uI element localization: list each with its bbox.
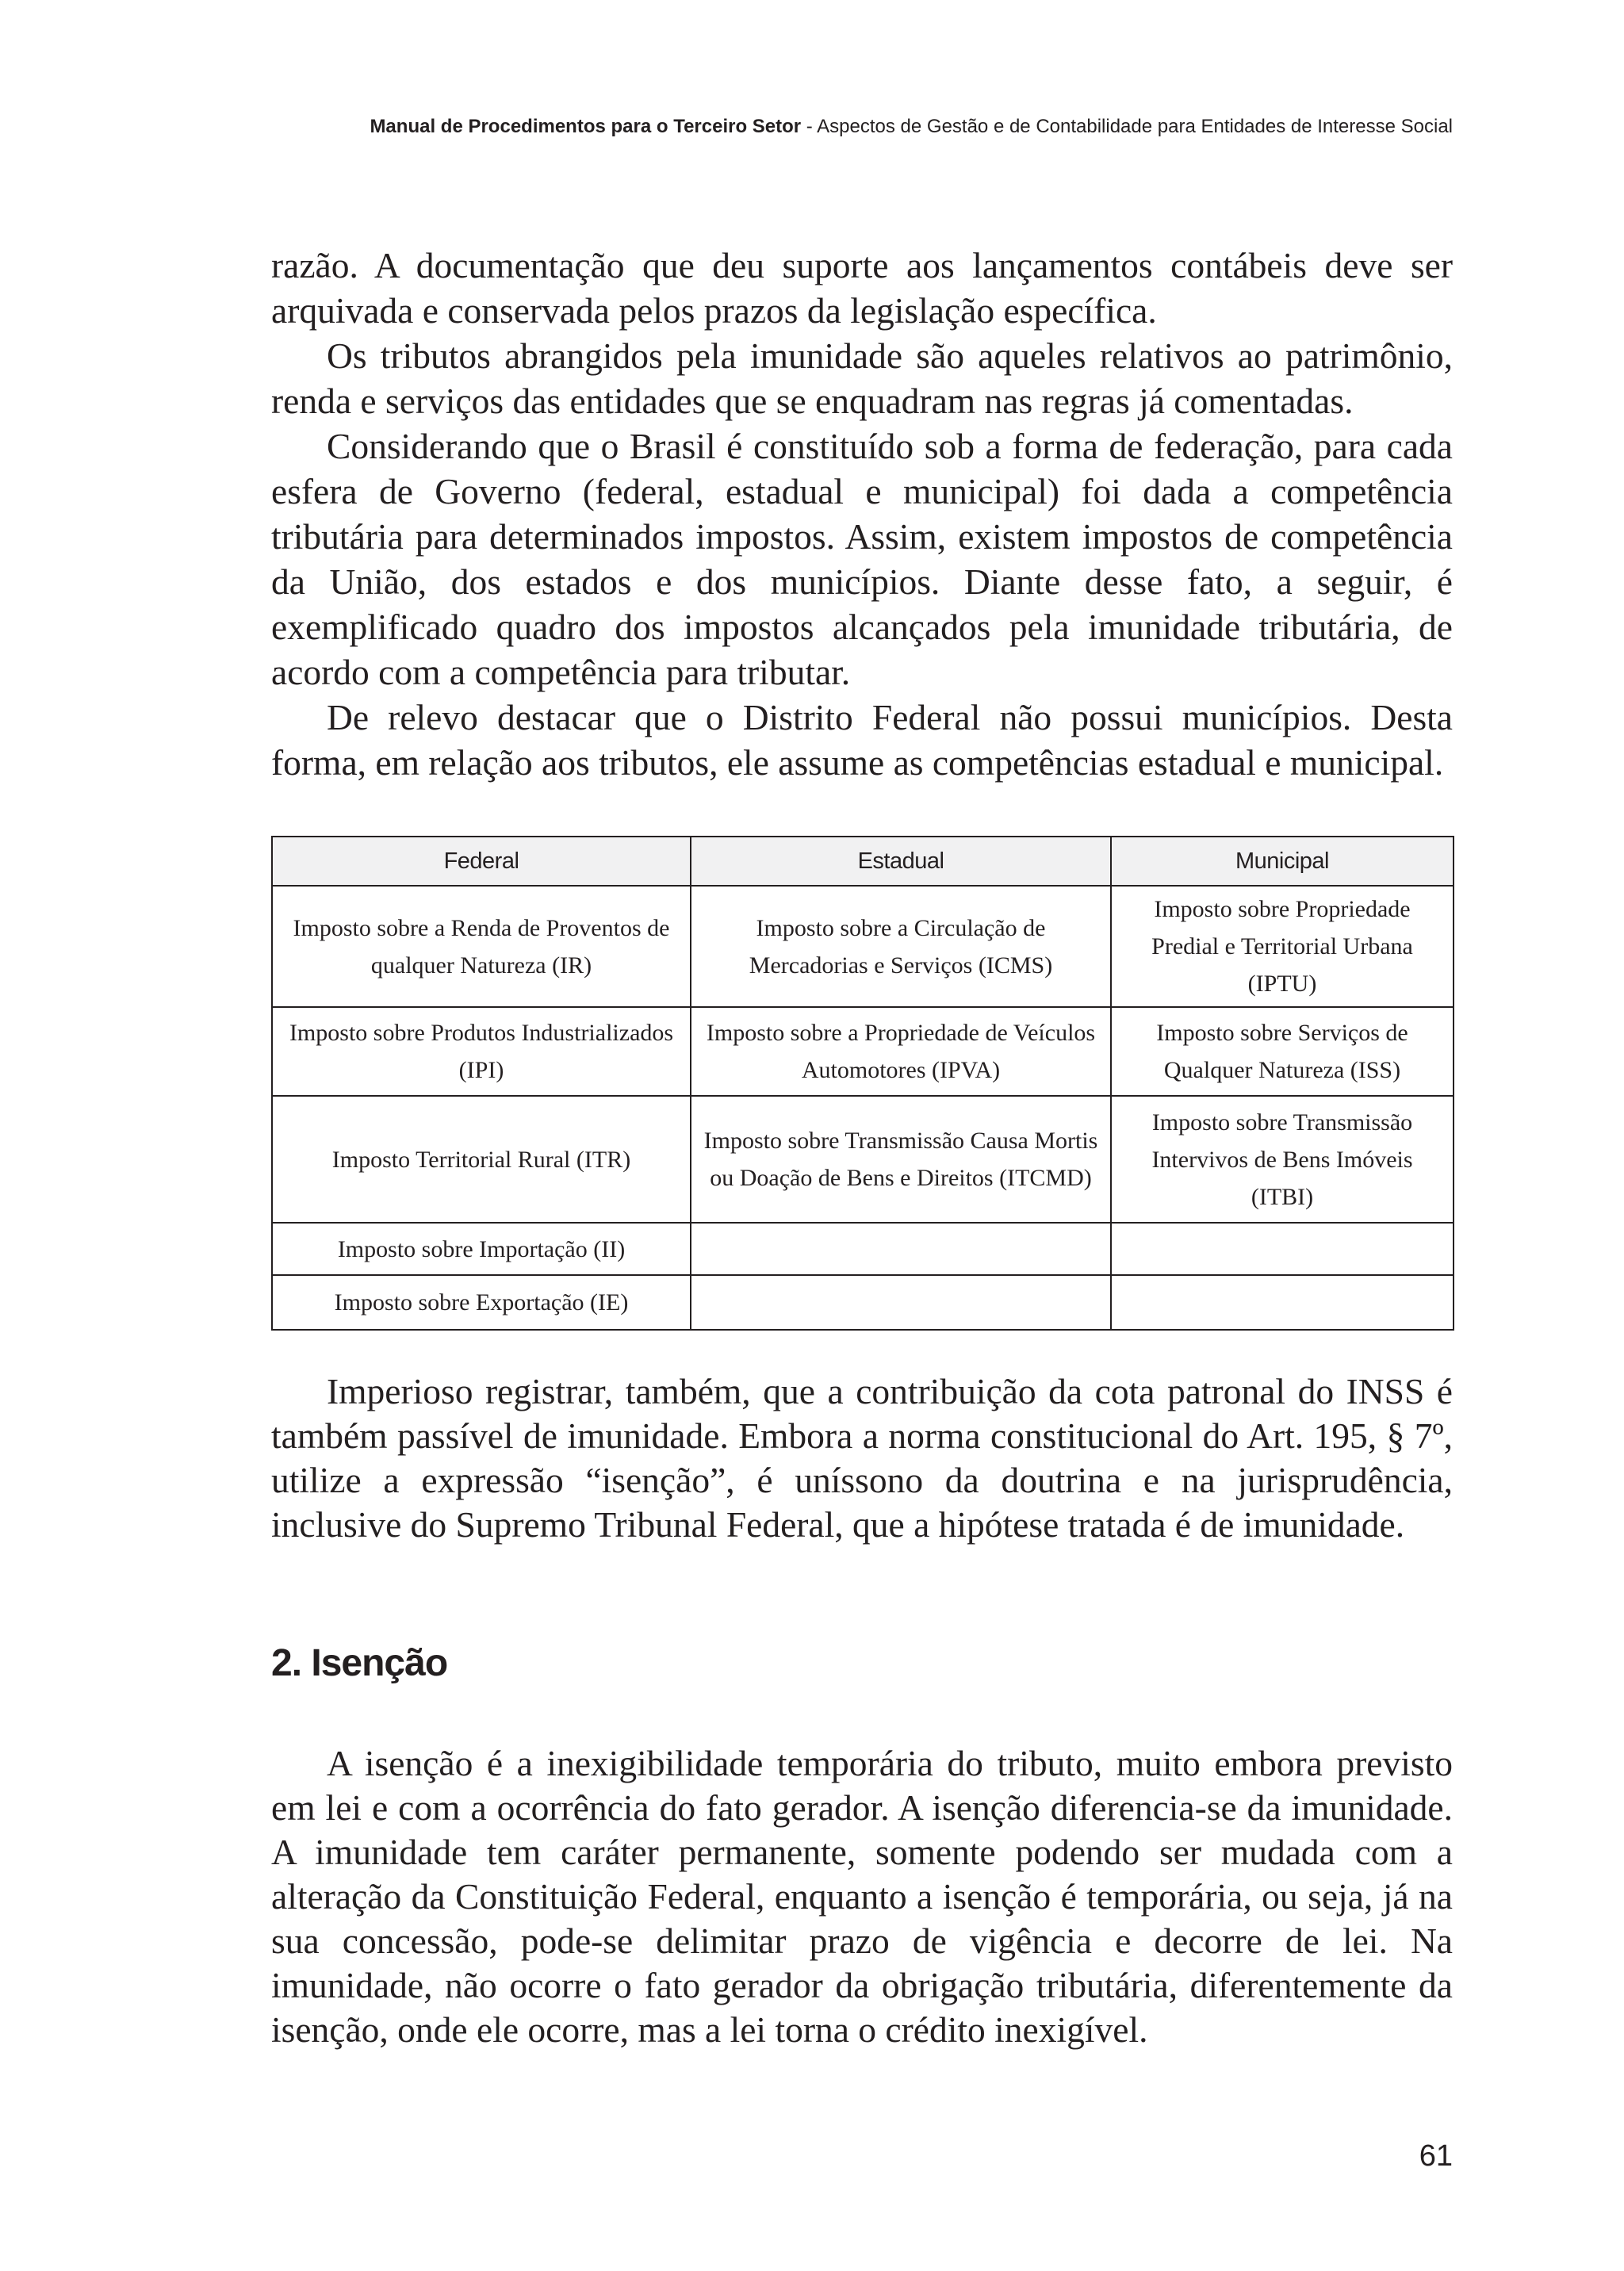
table-cell: Imposto sobre a Circulação de Mercadorias e Serviços (ICMS): [691, 886, 1111, 1007]
table-row: [272, 1096, 1454, 1223]
column-header-estadual: Estadual: [691, 837, 1111, 886]
table-row: [272, 1275, 1454, 1330]
paragraph: Imperioso registrar, também, que a contribuição da cota patronal do INSS é também passível de imunidade. Embora a norma constitucional do Art. 195, § 7º, utilize a expressão “isenção”, é uníssono da doutrina e na jurisprudência, inclusive do Supremo Tribunal Federal, que a hipótese tratada é de imunidade.: [271, 1371, 1453, 1545]
table-header-row: [272, 837, 1454, 886]
table-cell: Imposto sobre a Renda de Proventos de qualquer Natureza (IR): [272, 886, 691, 1007]
paragraph: Os tributos abrangidos pela imunidade são aqueles relativos ao patrimônio, renda e serviços das entidades que se enquadram nas regras já comentadas.: [271, 335, 1453, 421]
table-cell: Imposto sobre Serviços de Qualquer Natureza (ISS): [1111, 1007, 1454, 1096]
table-cell: Imposto Territorial Rural (ITR): [272, 1096, 691, 1223]
paragraph: De relevo destacar que o Distrito Federal não possui municípios. Desta forma, em relação aos tributos, ele assume as competências estadual e municipal.: [271, 697, 1453, 783]
paragraph: razão. A documentação que deu suporte aos lançamentos contábeis deve ser arquivada e conservada pelos prazos da legislação específica.: [271, 245, 1453, 331]
table-cell: Imposto sobre Transmissão Causa Mortis ou Doação de Bens e Direitos (ITCMD): [691, 1096, 1111, 1223]
running-header-subtitle: - Aspectos de Gestão e de Contabilidade para Entidades de Interesse Social: [801, 116, 1453, 137]
running-header: [0, 116, 1453, 138]
running-header-title: Manual de Procedimentos para o Terceiro Setor: [370, 116, 802, 137]
table-cell: Imposto sobre Propriedade Predial e Territorial Urbana (IPTU): [1111, 886, 1454, 1007]
column-header-municipal: Municipal: [1111, 837, 1454, 886]
section-number: 2.: [271, 1642, 302, 1684]
section-title: Isenção: [311, 1642, 448, 1684]
table-row: [272, 886, 1454, 1007]
table-row: [272, 1223, 1454, 1275]
table-cell: Imposto sobre Produtos Industrializados (IPI): [272, 1007, 691, 1096]
table-row: [272, 1007, 1454, 1096]
body-text-after-table: [271, 1369, 1453, 1547]
body-text-top: [271, 243, 1453, 785]
table-cell: [1111, 1223, 1454, 1275]
paragraph: A isenção é a inexigibilidade temporária do tributo, muito embora previsto em lei e com a ocorrência do fato gerador. A isenção diferencia-se da imunidade. A imunidade tem caráter permanente, somente podendo ser mudada com a alteração da Constituição Federal, enquanto a isenção é temporária, ou seja, já na sua concessão, pode-se delimitar prazo de vigência e decorre de lei. Na imunidade, não ocorre o fato gerador da obrigação tributária, diferentemente da isenção, onde ele ocorre, mas a lei torna o crédito inexigível.: [271, 1743, 1453, 2050]
table-cell: [1111, 1275, 1454, 1330]
section-body-text: [271, 1741, 1453, 2052]
page-number: 61: [1419, 2139, 1453, 2173]
tax-competence-table: [271, 836, 1454, 1331]
table-cell: Imposto sobre Importação (II): [272, 1223, 691, 1275]
table-cell: Imposto sobre Transmissão Intervivos de Bens Imóveis (ITBI): [1111, 1096, 1454, 1223]
paragraph: Considerando que o Brasil é constituído sob a forma de federação, para cada esfera de Governo (federal, estadual e municipal) foi dada a competência tributária para determinados impostos. Assim, existem impostos de competência da União, dos estados e dos municípios. Diante desse fato, a seguir, é exemplificado quadro dos impostos alcançados pela imunidade tributária, de acordo com a competência para tributar.: [271, 426, 1453, 692]
column-header-federal: Federal: [272, 837, 691, 886]
table-cell: [691, 1275, 1111, 1330]
table-cell: Imposto sobre a Propriedade de Veículos Automotores (IPVA): [691, 1007, 1111, 1096]
section-heading: [271, 1641, 447, 1685]
table-cell: [691, 1223, 1111, 1275]
table-cell: Imposto sobre Exportação (IE): [272, 1275, 691, 1330]
